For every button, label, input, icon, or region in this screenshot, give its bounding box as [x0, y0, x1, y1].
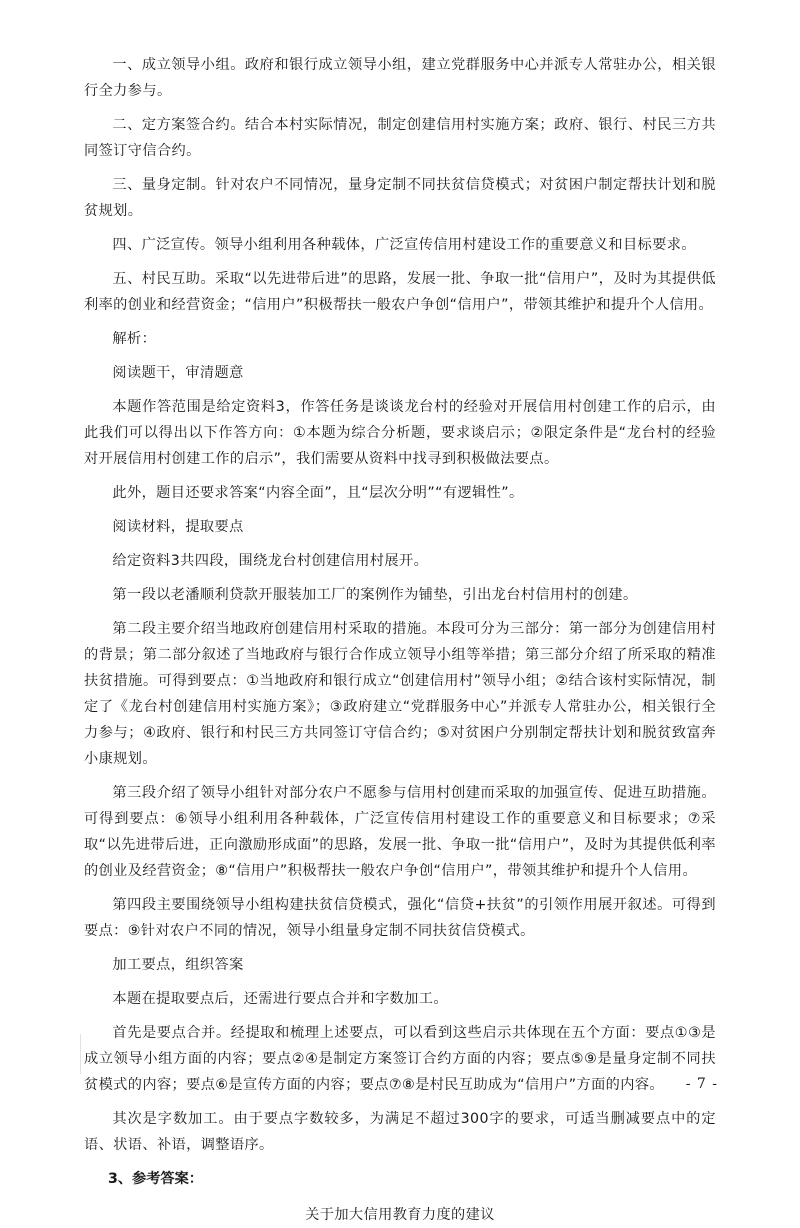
paragraph-section-four: 第四段主要围绕领导小组构建扶贫信贷模式，强化“信贷+扶贫”的引领作用展开叙述。可得到要点：⑨针对农户不同的情况，领导小组量身定制不同扶贫信贷模式。 [84, 897, 716, 939]
subheading-read-material: 阅读材料，提取要点 [112, 519, 244, 535]
answer-title: 关于加大信用教育力度的建议 [305, 1207, 495, 1223]
section-heading-reference-answer: 3、参考答案： [108, 1171, 203, 1187]
paragraph-section-one: 第一段以老潘顺利贷款开服装加工厂的案例作为铺垫，引出龙台村信用村的创建。 [112, 587, 638, 603]
paragraph-merge-points: 首先是要点合并。经提取和梳理上述要点，可以看到这些启示共体现在五个方面：要点①③是成立领导小组方面的内容；要点②④是制定方案签订合约方面的内容；要点⑤⑨是量身定制不同扶贫模式的内容；要点⑥是宣传方面的内容；要点⑦⑧是村民互助成为“信用户”方面的内容。 [84, 1025, 716, 1093]
subheading-read-question: 阅读题干，审清题意 [112, 365, 244, 381]
page-content [84, 52, 716, 1228]
subheading-process-points: 加工要点，组织答案 [112, 957, 244, 973]
paragraph-section-two: 第二段主要介绍当地政府创建信用村采取的措施。本段可分为三部分：第一部分为创建信用村的背景；第二部分叙述了当地政府与银行合作成立领导小组等举措；第三部分介绍了所采取的精准扶贫措施。可得到要点：①当地政府和银行成立“创建信用村”领导小组；②结合该村实际情况，制定了《龙台村创建信用村实施方案》；③政府建立“党群服务中心”并派专人常驻办公，相关银行全力参与；④政府、银行和村民三方共同签订守信合约；⑤对贫困户分别制定帮扶计划和脱贫致富奔小康规划。 [84, 621, 716, 767]
paragraph-process-intro: 本题在提取要点后，还需进行要点合并和字数加工。 [112, 991, 448, 1007]
paragraph-point-1: 一、成立领导小组。政府和银行成立领导小组，建立党群服务中心并派专人常驻办公，相关银行全力参与。 [84, 57, 716, 99]
paragraph-material-overview: 给定资料3共四段，围绕龙台村创建信用村展开。 [112, 553, 429, 569]
paragraph-point-5: 五、村民互助。采取“以先进带后进”的思路，发展一批、争取一批“信用户”，及时为其提供低利率的创业和经营资金；“信用户”积极帮扶一般农户争创“信用户”，带领其维护和提升个人信用。 [84, 271, 716, 313]
margin-rule [80, 1034, 81, 1074]
paragraph-point-2: 二、定方案签合约。结合本村实际情况，制定创建信用村实施方案；政府、银行、村民三方共同签订守信合约。 [84, 117, 716, 159]
paragraph-point-3: 三、量身定制。针对农户不同情况，量身定制不同扶贫信贷模式；对贫困户制定帮扶计划和脱贫规划。 [84, 177, 716, 219]
page-number: - 7 - [685, 1076, 718, 1092]
paragraph-requirements: 此外，题目还要求答案“内容全面”，且“层次分明”“有逻辑性”。 [112, 485, 524, 501]
paragraph-point-4: 四、广泛宣传。领导小组利用各种载体，广泛宣传信用村建设工作的重要意义和目标要求。 [112, 237, 696, 253]
paragraph-word-count: 其次是字数加工。由于要点字数较多，为满足不超过300字的要求，可适当删减要点中的定语、状语、补语，调整语序。 [84, 1111, 716, 1153]
paragraph-section-three: 第三段介绍了领导小组针对部分农户不愿参与信用村创建而采取的加强宣传、促进互助措施。可得到要点：⑥领导小组利用各种载体，广泛宣传信用村建设工作的重要意义和目标要求；⑦采取“以先进带后进，正向激励形成面”的思路，发展一批、争取一批“信用户”，及时为其提供低利率的创业及经营资金；⑧“信用户”积极帮扶一般农户争创“信用户”，带领其维护和提升个人信用。 [84, 785, 716, 879]
analysis-label: 解析： [112, 331, 157, 347]
paragraph-scope: 本题作答范围是给定资料3，作答任务是谈谈龙台村的经验对开展信用村创建工作的启示，由此我们可以得出以下作答方向：①本题为综合分析题，要求谈启示；②限定条件是“龙台村的经验对开展信用村创建工作的启示”，我们需要从资料中找寻到积极做法要点。 [84, 399, 716, 467]
